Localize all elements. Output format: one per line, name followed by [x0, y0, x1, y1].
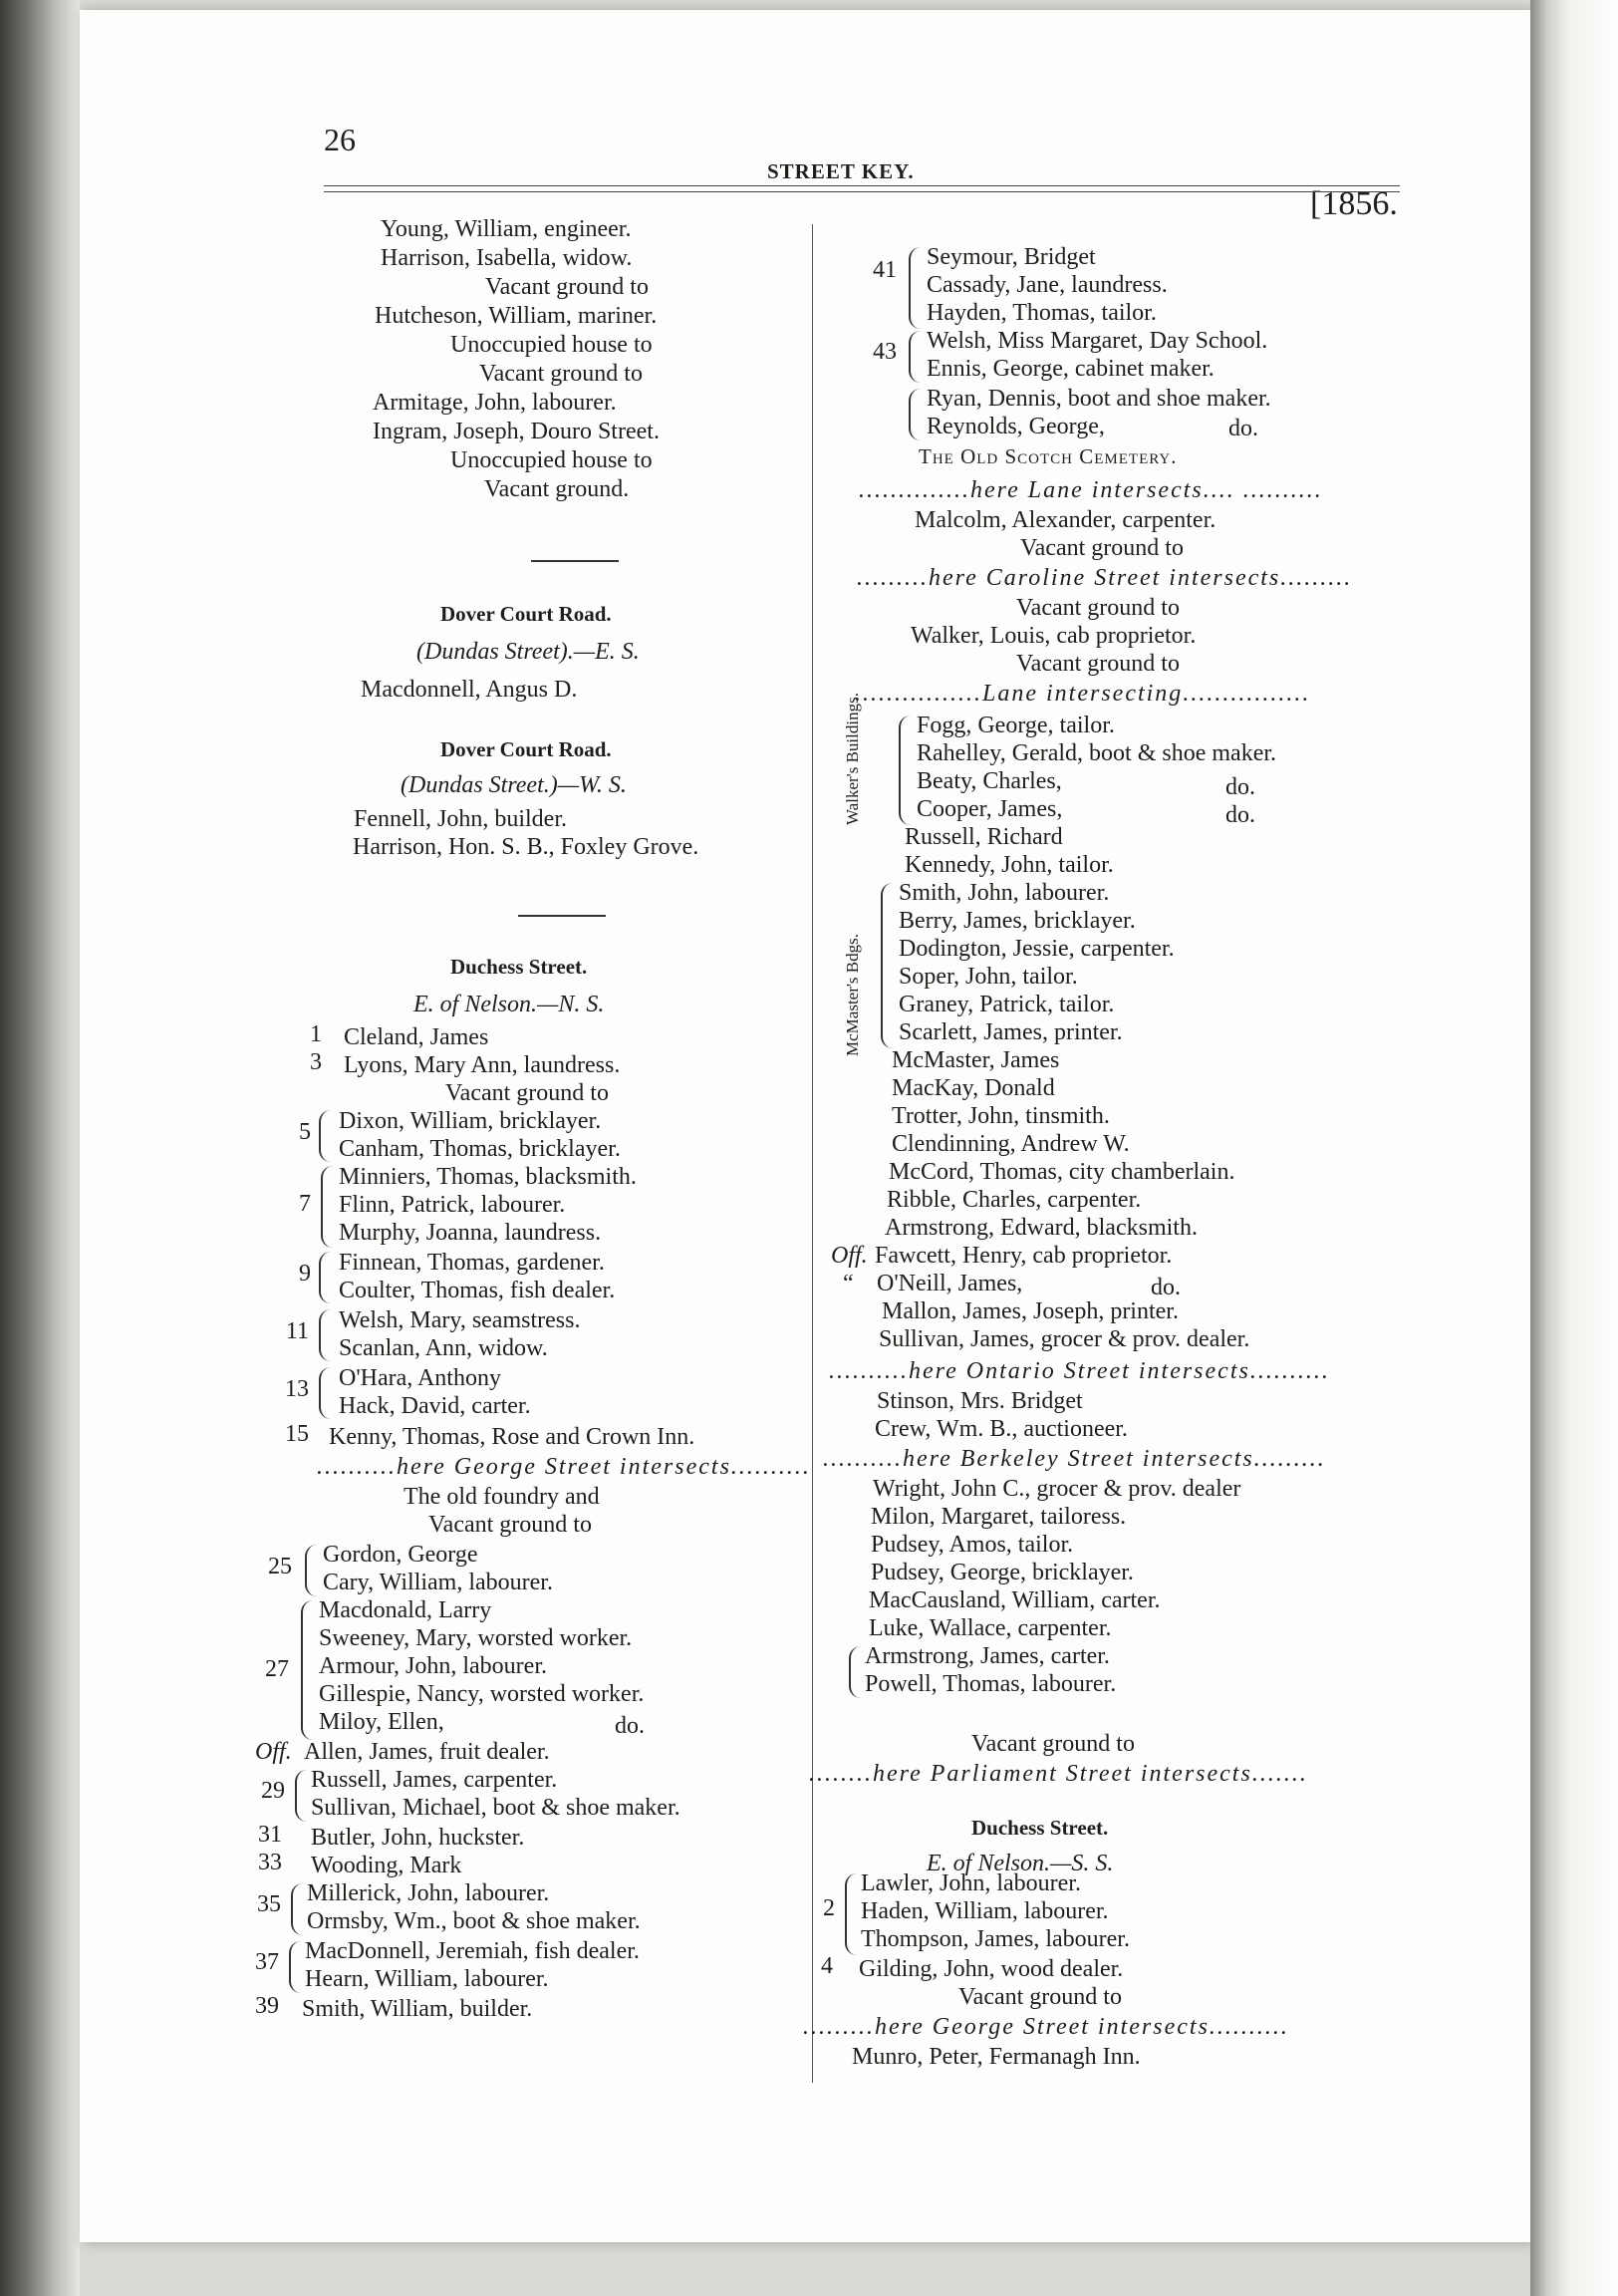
entry: Dodington, Jessie, carpenter.: [899, 936, 1175, 962]
entry: Coulter, Thomas, fish dealer.: [339, 1278, 616, 1303]
entry: Fennell, John, builder.: [354, 806, 567, 832]
entry: Vacant ground to: [1016, 651, 1180, 677]
section-title: Duchess Street.: [971, 1816, 1109, 1840]
house-number: Off.: [831, 1243, 868, 1269]
house-number: 37: [255, 1949, 279, 1975]
entry: Canham, Thomas, bricklayer.: [339, 1136, 621, 1162]
entry: McMaster, James: [892, 1047, 1060, 1073]
landmark: The Old Scotch Cemetery.: [919, 444, 1178, 468]
header-rule: [324, 185, 1400, 186]
intersection-note: .........here Caroline Street intersects.........: [857, 565, 1353, 591]
brace: [295, 1770, 307, 1822]
entry: Fogg, George, tailor.: [917, 713, 1115, 738]
entry: Gilding, John, wood dealer.: [859, 1956, 1124, 1982]
entry: O'Neill, James,: [877, 1271, 1023, 1296]
header-rule: [324, 191, 1400, 192]
entry: Sullivan, Michael, boot & shoe maker.: [311, 1795, 680, 1821]
entry: Gordon, George: [323, 1542, 478, 1568]
entry: Hutcheson, William, mariner.: [375, 303, 658, 329]
house-number: 5: [299, 1119, 311, 1145]
house-number: 2: [823, 1895, 835, 1921]
section-separator: [531, 560, 619, 562]
brace: [909, 331, 921, 383]
entry: Beaty, Charles,: [917, 768, 1062, 794]
brace: [849, 1646, 861, 1698]
entry: Finnean, Thomas, gardener.: [339, 1250, 605, 1276]
entry: Lyons, Mary Ann, laundress.: [344, 1052, 621, 1078]
entry: Powell, Thomas, labourer.: [865, 1671, 1117, 1697]
house-number: Off.: [255, 1739, 292, 1765]
entry: Vacant ground.: [484, 476, 630, 502]
entry: Vacant ground to: [485, 274, 649, 300]
brace: [289, 1941, 301, 1993]
entry: MacKay, Donald: [892, 1075, 1055, 1101]
section-subtitle: (Dundas Street.)—W. S.: [401, 772, 627, 798]
entry: Flinn, Patrick, labourer.: [339, 1192, 566, 1218]
brace: [909, 247, 921, 329]
intersection-note: ................Lane intersecting................: [855, 681, 1311, 707]
intersection-note: ........here Parliament Street intersects.......: [809, 1761, 1308, 1787]
entry: Mallon, James, Joseph, printer.: [882, 1298, 1179, 1324]
house-number: 9: [299, 1261, 311, 1287]
brace: [319, 1110, 331, 1162]
ditto: do.: [1225, 802, 1255, 828]
entry: Thompson, James, labourer.: [861, 1926, 1130, 1952]
house-number: 27: [265, 1656, 289, 1682]
brace: [909, 389, 921, 440]
book-spine: [0, 0, 80, 2296]
entry: Smith, John, labourer.: [899, 880, 1110, 906]
entry: Young, William, engineer.: [381, 216, 632, 242]
entry: Soper, John, tailor.: [899, 964, 1078, 990]
brace: [899, 716, 911, 825]
intersection-note: ..........here George Street intersects..........: [317, 1454, 811, 1480]
entry: MacDonnell, Jeremiah, fish dealer.: [305, 1938, 640, 1964]
entry: Butler, John, huckster.: [311, 1825, 525, 1851]
entry: Harrison, Isabella, widow.: [381, 245, 633, 271]
entry: Hack, David, carter.: [339, 1393, 531, 1419]
house-number: 7: [299, 1191, 311, 1217]
entry: Pudsey, Amos, tailor.: [871, 1532, 1074, 1558]
house-number: 4: [821, 1953, 833, 1979]
entry: Vacant ground to: [479, 361, 643, 387]
entry: Macdonnell, Angus D.: [361, 677, 578, 703]
entry: Russell, James, carpenter.: [311, 1767, 558, 1793]
running-year: [1856.: [1310, 185, 1398, 222]
house-number: 13: [285, 1376, 309, 1402]
building-label: Walker's Buildings.: [843, 693, 862, 825]
brace: [319, 1309, 331, 1361]
entry: Sullivan, James, grocer & prov. dealer.: [879, 1326, 1250, 1352]
entry: Ennis, George, cabinet maker.: [927, 356, 1214, 382]
entry: Welsh, Miss Margaret, Day School.: [927, 328, 1268, 354]
entry: Luke, Wallace, carpenter.: [869, 1615, 1112, 1641]
entry: Cooper, James,: [917, 796, 1063, 822]
entry: Vacant ground to: [1020, 535, 1184, 561]
entry: Sweeney, Mary, worsted worker.: [319, 1625, 633, 1651]
entry: Wooding, Mark: [311, 1853, 462, 1878]
section-subtitle: E. of Nelson.—S. S.: [927, 1851, 1114, 1876]
brace: [319, 1367, 331, 1419]
section-subtitle: (Dundas Street).—E. S.: [416, 639, 640, 665]
entry: Fawcett, Henry, cab proprietor.: [875, 1243, 1173, 1269]
entry: Russell, Richard: [905, 824, 1063, 850]
entry: Armour, John, labourer.: [319, 1653, 547, 1679]
entry: Graney, Patrick, tailor.: [899, 992, 1115, 1017]
house-number: 35: [257, 1891, 281, 1917]
entry: Reynolds, George,: [927, 414, 1105, 439]
section-separator: [518, 915, 606, 917]
entry: Vacant ground to: [971, 1731, 1135, 1757]
house-number: 39: [255, 1993, 279, 2019]
page-number: 26: [324, 122, 356, 157]
ditto: do.: [615, 1713, 645, 1739]
house-number: 41: [873, 257, 897, 283]
intersection-note: ..............here Lane intersects.... ..........: [859, 477, 1323, 503]
entry: Gillespie, Nancy, worsted worker.: [319, 1681, 645, 1707]
intersection-note: .........here George Street intersects..........: [803, 2014, 1289, 2040]
entry: Rahelley, Gerald, boot & shoe maker.: [917, 740, 1277, 766]
next-page-edge: [1530, 0, 1618, 2296]
entry: Ryan, Dennis, boot and shoe maker.: [927, 386, 1271, 412]
intersection-note: ..........here Berkeley Street intersects.........: [823, 1446, 1326, 1472]
entry: Armstrong, Edward, blacksmith.: [885, 1215, 1198, 1241]
house-number: “: [843, 1271, 854, 1296]
column-divider: [812, 224, 813, 2083]
entry: Unoccupied house to: [450, 447, 653, 473]
entry: Kennedy, John, tailor.: [905, 852, 1114, 878]
entry: Munro, Peter, Fermanagh Inn.: [852, 2044, 1141, 2070]
brace: [321, 1166, 333, 1248]
intersection-note: ..........here Ontario Street intersects..........: [829, 1358, 1330, 1384]
house-number: 11: [285, 1318, 309, 1344]
house-number: 31: [258, 1822, 282, 1848]
house-number: 3: [310, 1049, 322, 1075]
brace: [301, 1600, 313, 1740]
entry: Ormsby, Wm., boot & shoe maker.: [307, 1908, 641, 1934]
house-number: 25: [268, 1554, 292, 1579]
running-title: STREET KEY.: [767, 159, 915, 183]
entry: Hayden, Thomas, tailor.: [927, 300, 1157, 326]
entry: Clendinning, Andrew W.: [892, 1131, 1130, 1157]
ditto: do.: [1228, 416, 1258, 441]
brace: [845, 1873, 857, 1955]
brace: [305, 1545, 317, 1596]
entry: Scarlett, James, printer.: [899, 1019, 1123, 1045]
entry: McCord, Thomas, city chamberlain.: [889, 1159, 1235, 1185]
entry: Welsh, Mary, seamstress.: [339, 1307, 581, 1333]
entry: Smith, William, builder.: [302, 1996, 533, 2022]
entry: Cary, William, labourer.: [323, 1570, 553, 1595]
entry: Hearn, William, labourer.: [305, 1966, 549, 1992]
brace: [291, 1883, 303, 1935]
entry: Lawler, John, labourer.: [861, 1870, 1081, 1896]
entry: O'Hara, Anthony: [339, 1365, 501, 1391]
ditto: do.: [1225, 774, 1255, 800]
entry: Armitage, John, labourer.: [373, 390, 617, 416]
entry: Ribble, Charles, carpenter.: [887, 1187, 1142, 1213]
house-number: 29: [261, 1778, 285, 1804]
entry: Berry, James, bricklayer.: [899, 908, 1136, 934]
house-number: 43: [873, 339, 897, 365]
entry: Vacant ground to: [445, 1080, 609, 1106]
section-subtitle: E. of Nelson.—N. S.: [413, 992, 605, 1017]
section-title: Dover Court Road.: [440, 737, 612, 761]
entry: Milon, Margaret, tailoress.: [871, 1504, 1127, 1530]
entry: Ingram, Joseph, Douro Street.: [373, 419, 660, 444]
entry: Wright, John C., grocer & prov. dealer: [873, 1476, 1241, 1502]
house-number: 1: [310, 1021, 322, 1047]
entry: Crew, Wm. B., auctioneer.: [875, 1416, 1128, 1442]
entry: Dixon, William, bricklayer.: [339, 1108, 602, 1134]
entry: Trotter, John, tinsmith.: [892, 1103, 1110, 1129]
section-title: Duchess Street.: [450, 955, 588, 979]
entry: Allen, James, fruit dealer.: [304, 1739, 550, 1765]
ditto: do.: [1151, 1275, 1181, 1300]
entry: Miloy, Ellen,: [319, 1709, 444, 1735]
building-label: McMaster's Bdgs.: [843, 933, 862, 1056]
entry: Kenny, Thomas, Rose and Crown Inn.: [329, 1424, 695, 1450]
entry: Unoccupied house to: [450, 332, 653, 358]
entry: Seymour, Bridget: [927, 244, 1096, 270]
entry: Cleland, James: [344, 1024, 489, 1050]
house-number: 33: [258, 1850, 282, 1875]
entry: Vacant ground to: [428, 1512, 592, 1538]
entry: Walker, Louis, cab proprietor.: [911, 623, 1197, 649]
brace: [881, 883, 893, 1048]
entry: Scanlan, Ann, widow.: [339, 1335, 548, 1361]
house-number: 15: [285, 1421, 309, 1447]
entry: Minniers, Thomas, blacksmith.: [339, 1164, 637, 1190]
entry: The old foundry and: [404, 1484, 600, 1510]
entry: Malcolm, Alexander, carpenter.: [915, 507, 1216, 533]
brace: [319, 1252, 331, 1303]
entry: Macdonald, Larry: [319, 1597, 492, 1623]
entry: Vacant ground to: [1016, 595, 1180, 621]
entry: Millerick, John, labourer.: [307, 1880, 550, 1906]
entry: Stinson, Mrs. Bridget: [877, 1388, 1083, 1414]
entry: Armstrong, James, carter.: [865, 1643, 1110, 1669]
entry: Pudsey, George, bricklayer.: [871, 1560, 1134, 1585]
entry: MacCausland, William, carter.: [869, 1587, 1161, 1613]
entry: Murphy, Joanna, laundress.: [339, 1220, 602, 1246]
entry: Vacant ground to: [958, 1984, 1122, 2010]
entry: Haden, William, labourer.: [861, 1898, 1109, 1924]
entry: Harrison, Hon. S. B., Foxley Grove.: [353, 834, 699, 860]
section-title: Dover Court Road.: [440, 602, 612, 626]
entry: Cassady, Jane, laundress.: [927, 272, 1168, 298]
